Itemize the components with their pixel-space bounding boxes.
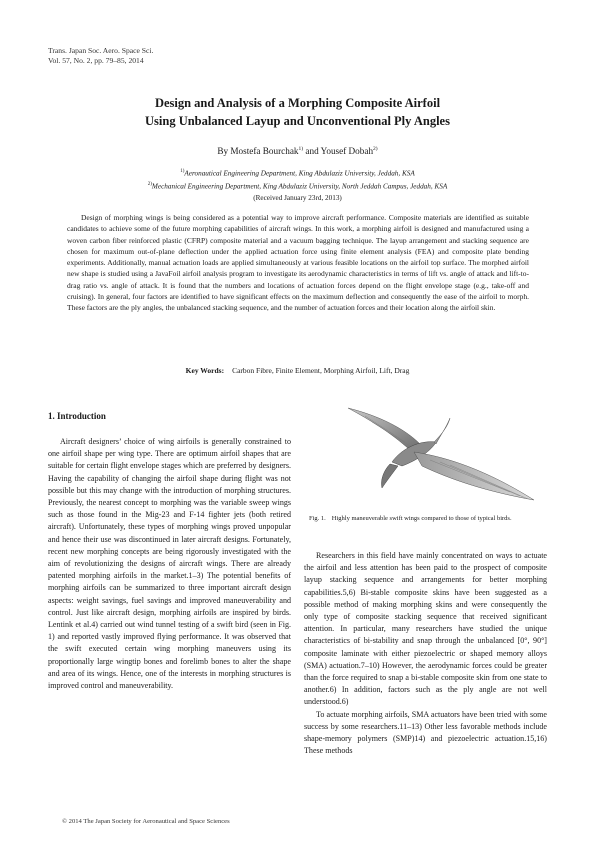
by-label: By: [217, 146, 229, 157]
right-paragraph-1: Researchers in this field have mainly concentrated on ways to actuate the airfoil and less attention has been paid to the prospect of composite layup stacking sequence and arrangements for better morphing capabilities.5,6) Bi-stable composite skins have been suggested as a possible method of making morphing skins and were consequently the only type of composite stacking sequence that received significant attention. In particular, many researchers have studied the unique characteristics of bi-stability and snap through the unbalanced [0°, 90°] composite laminate with either piezoelectric or shaped memory alloys (SMA) actuation.7–10) However, the aerodynamic forces could be greater than the force required to snap a bi-stable composite skin from one state to another.6) In addition, factors such as the ply angle are not well understood.6): [304, 551, 547, 707]
swift-tail: [434, 418, 450, 444]
right-paragraph-2: To actuate morphing airfoils, SMA actuators have been tried with some success by some researchers.11–13) Other less favorable methods include shape-memory polymers (SMP)14) and piezoelectric actuation.15,16) These methods: [304, 709, 547, 756]
affiliation-2: [40, 179, 555, 192]
journal-name: Trans. Japan Soc. Aero. Space Sci.: [48, 46, 154, 55]
figure-caption-text: Highly maneuverable swift wings compared to those of typical birds.: [331, 515, 512, 522]
figure-label: Fig. 1.: [309, 515, 326, 522]
swift-near-wing: [414, 452, 534, 500]
title-line-1: Design and Analysis of a Morphing Composite Airfoil: [154, 96, 441, 110]
copyright-footnote: © 2014 The Japan Society for Aeronautical and Space Sciences: [62, 818, 230, 825]
journal-volume: Vol. 57, No. 2, pp. 79–85, 2014: [48, 56, 144, 65]
affiliation-1-text: Aeronautical Engineering Department, King Abdulaziz University, Jeddah, KSA: [184, 169, 415, 178]
author-2: Yousef Dobah: [320, 146, 374, 157]
figure-caption: [309, 514, 549, 523]
author-1: Mostefa Bourchak: [230, 146, 299, 157]
abstract: Design of morphing wings is being considered as a potential way to improve aircraft performance. Composite materials are identified as suitable candidates to achieve some of the future morphing capabilities of aircraft wings. In this work, a morphing airfoil is designed and manufactured using a woven carbon fiber reinforced plastic (CFRP) composite material and a vacuum bagging technique. The layup arrangement and stacking sequence are chosen for maximum out-of-plane deflection under the applied actuation force using finite element analysis (FEA) and composite plate bending experiments. Additionally, manual actuation loads are applied simultaneously at various feasible locations on the airfoil top surface. The morphed airfoil new shape is studied using a JavaFoil airfoil analysis program to investigate its aerodynamic characteristics in terms of lift vs. angle of attack and lift-to-drag ratio vs. angle of attack. It is found that the numbers and locations of actuation forces depend on the flight envelope stage (e.g., take-off and cruising). In general, four factors are identified to have significant effects on the maximum deflection and consequently the ease of the airfoil to morph. These factors are the ply angles, the unbalanced stacking sequence, and the number of actuation forces and their location along the airfoil skin.: [67, 213, 529, 313]
keywords: [40, 366, 555, 375]
and-label: and: [305, 146, 319, 157]
keywords-label: Key Words:: [185, 366, 225, 375]
paper-title: [40, 94, 555, 130]
author-line: [40, 146, 555, 156]
intro-left-column: Aircraft designers’ choice of wing airfoils is generally constrained to one airfoil shape per wing type. There are optimum airfoil shapes that are suitable for certain flight envelope stages which are preferred by designers. Having the capability of changing the airfoil shape during flight was not possible but this may change with the introduction of morphing structures. Previously, the nearest concept to morphing was the variable sweep wings such as those found in the Mig-23 and F-14 fighter jets (both retired aircraft). Unfortunately, these types of morphing wings proved unpopular and hence their use was discontinued in later aircraft designs. Fortunately, recent new morphing concepts are being rigorously investigated with the aim of revolutionizing the designs of aircraft wings. There are already patented morphing airfoils in the market.1–3) The potential benefits of morphing airfoils can be summarized to three important aircraft design aspects: weight savings, fuel savings and improved maneuverability and control. Just like aircraft design, morphing airfoils are inspired by birds. Lentink et al.4) carried out wind tunnel testing of a swift bird (seen in Fig. 1) and reported vastly improved flying performance. It was observed that the swift executed certain wing morphing maneuvers using its proportionally large wingtip bones and forelimb bones to alter the shape and area of its wings. Hence, one of the interests in morphing structures is improved control and maneuverability.: [48, 437, 291, 691]
swift-bird-figure: [310, 404, 548, 504]
affiliation-2-mark: 2): [147, 182, 152, 188]
author-2-affil-mark: 2): [373, 146, 378, 152]
intro-right-column: [304, 550, 547, 757]
affiliation-2-text: Mechanical Engineering Department, King Abdulaziz University, North Jeddah Campus, Jeddah, KSA: [151, 182, 448, 191]
title-line-2: Using Unbalanced Layup and Unconventional Ply Angles: [145, 114, 450, 128]
keywords-value: Carbon Fibre, Finite Element, Morphing Airfoil, Lift, Drag: [232, 366, 410, 375]
affiliation-1: [40, 166, 555, 179]
journal-header: [48, 46, 153, 66]
author-1-affil-mark: 1): [298, 146, 304, 152]
swift-head: [381, 464, 398, 488]
swift-far-wing: [348, 408, 420, 450]
affiliations: [40, 166, 555, 193]
section-heading: 1. Introduction: [48, 411, 106, 421]
affiliation-1-mark: 1): [180, 169, 185, 174]
received-date: (Received January 23rd, 2013): [253, 194, 342, 202]
